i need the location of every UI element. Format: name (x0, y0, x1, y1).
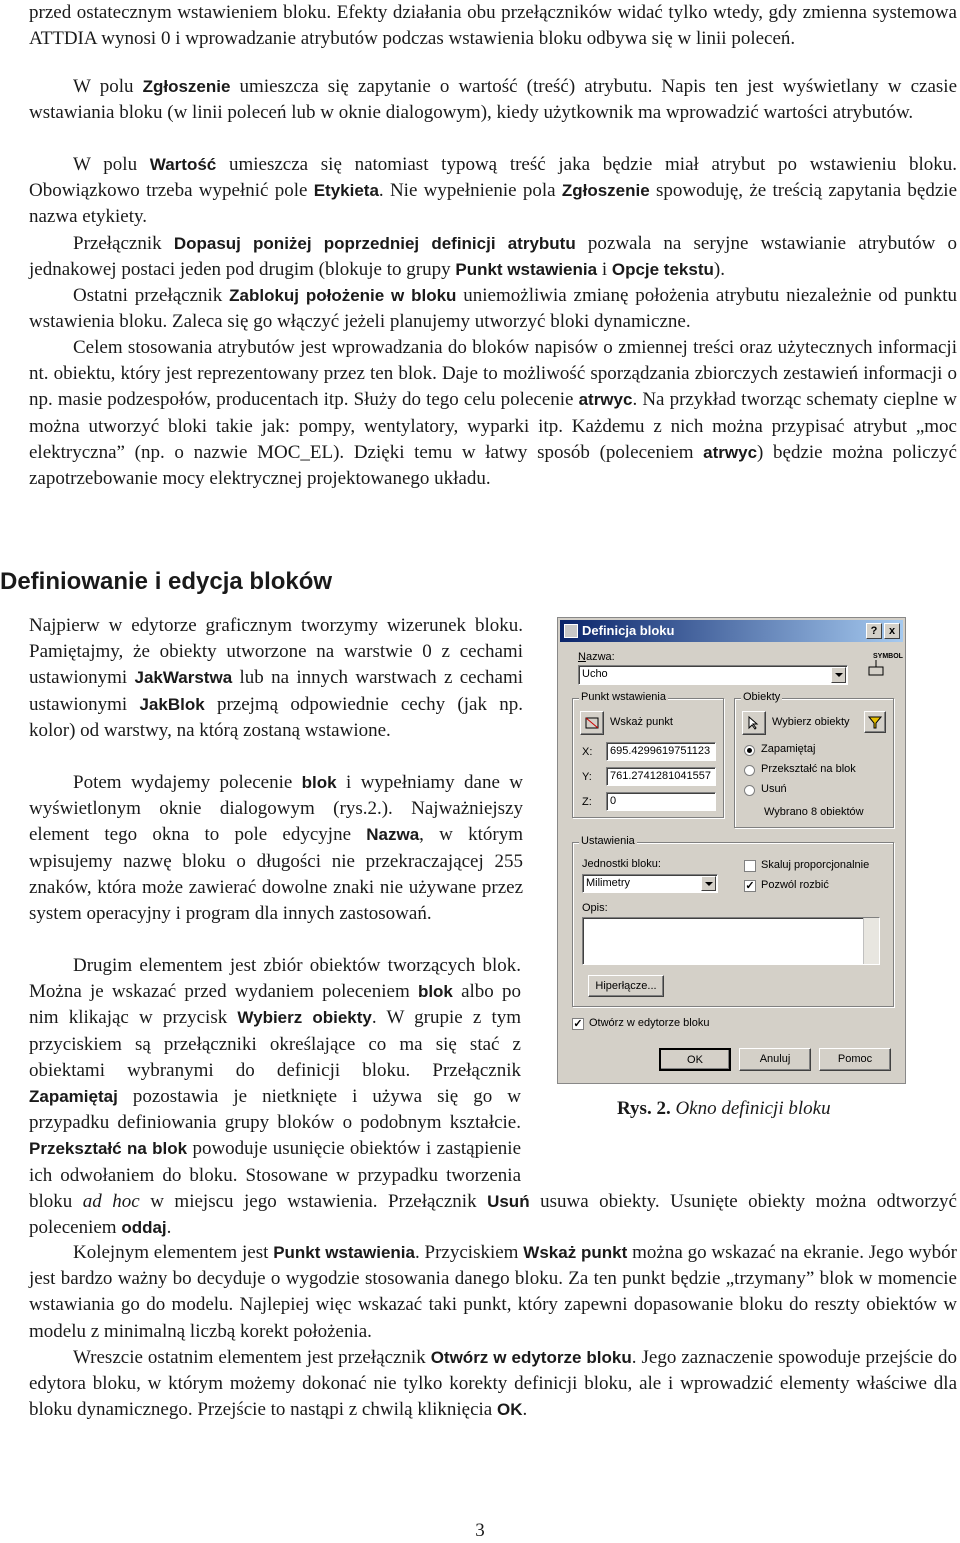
keyword: Punkt wstawienia (455, 260, 598, 280)
keyword: Zablokuj położenie w bloku (229, 286, 457, 305)
keyword: Punkt wstawienia (273, 1243, 415, 1262)
open-editor-label[interactable]: Otwórz w edytorze bloku (589, 1017, 710, 1029)
keyword: Dopasuj poniżej poprzedniej definicji atrybutu (173, 234, 576, 253)
keyword: Nazwa (366, 825, 420, 845)
section-heading: Definiowanie i edycja bloków (0, 568, 333, 595)
keyword: Wartość (149, 155, 217, 174)
paragraph: W polu Wartość umieszcza się natomiast typową treść jaka będzie miał atrybut po wstawieniu bloku. Obowiązkowo trzeba wypełnić pole Etykieta. Nie wypełnienie pola Zgłoszenie spowoduję, że treścią zapytania będzie nazwa etykiety. (29, 154, 958, 228)
page-number: 3 (475, 1520, 485, 1541)
filter-icon (868, 715, 882, 729)
keyword: blok (301, 773, 337, 792)
name-combobox[interactable] (578, 665, 848, 685)
delete-label[interactable]: Usuń (761, 783, 787, 795)
open-editor-checkbox[interactable]: ✓ (573, 1018, 583, 1030)
retain-radio[interactable] (744, 745, 755, 756)
symbol-preview-icon (849, 649, 903, 679)
dialog-titlebar (560, 620, 903, 642)
symbol-label: SYMBOL (873, 653, 903, 660)
caption-number: Rys. 2. (617, 1098, 671, 1119)
hyperlink-button[interactable]: Hiperłącze... (588, 975, 664, 997)
keyword: Opcje tekstu (611, 260, 714, 280)
convert-radio[interactable] (744, 765, 755, 776)
y-label: Y: (582, 771, 592, 783)
pick-point-icon (584, 715, 600, 731)
close-icon[interactable]: x (884, 623, 900, 639)
keyword: Zapamiętaj (29, 1087, 118, 1107)
paragraph: Wreszcie ostatnim elementem jest przełącznik Otwórz w edytorze bloku. Jego zaznaczenie spowoduje przejście do edytora bloku, w którym możemy dokonać nie tylko korekty definicji bloku, ale i wprowadzić elementy właściwe dla bloku dynamicznego. Przejście to nastąpi z chwilą kliknięcia OK. (29, 1347, 957, 1421)
italic-term: ad hoc (82, 1190, 140, 1212)
description-textarea[interactable] (582, 917, 880, 965)
paragraph: Kolejnym elementem jest Punkt wstawienia. Przyciskiem Wskaż punkt można go wskazać na ekranie. Jego wybór jest bardzo ważny bo decyduje o wygodzie stosowania danego bloku. Za ten punkt będzie „trzymany” blok w momencie wstawiania go do modelu. Najlepiej więc wskazać taki punkt, który zapewni dopasowanie bloku do reszty obiektów w modelu z minimalną liczbą korekt położenia. (29, 1242, 957, 1342)
keyword: oddaj (121, 1218, 167, 1238)
keyword: JakBlok (139, 694, 205, 714)
z-field[interactable]: 0 (606, 792, 716, 811)
keyword: Usuń (487, 1191, 530, 1211)
allow-explode-checkbox[interactable]: ✓ (745, 880, 755, 892)
select-objects-label[interactable]: Wybierz obiekty (772, 716, 850, 728)
keyword: Zgłoszenie (142, 77, 231, 96)
scale-uniform-checkbox[interactable] (744, 860, 756, 872)
keyword: OK (497, 1400, 523, 1420)
retain-label[interactable]: Zapamiętaj (761, 743, 816, 755)
paragraph: Celem stosowania atrybutów jest wprowadzania do bloków napisów o zmiennej treści oraz użytecznych informacji nt. obiektu, który jest reprezentowany przez ten blok. Daje to możliwość sporządzania zbiorczych zestawień informacji o np. masie podzespołów, producentach itp. Służy do tego celu polecenie atrwyc. Na przykład tworząc schematy cieplne w można utworzyć bloki takie jak: pompy, wentylatory, wyparki itp. Każdemu z nich można przypisać atrybut „moc elektryczna” (np. o nazwie MOC_EL). Dzięki temu w łatwy sposób (poleceniem atrwyc) będzie można policzyć zapotrzebowanie mocy elektrycznej projektowanego układu. (29, 337, 957, 490)
caption-text: Okno definicji bloku (675, 1098, 831, 1119)
text: przed ostatecznym wstawieniem bloku. Efekty działania obu przełączników widać tylko wtedy, gdy zmienna systemowa ATTDIA wynosi 0 i wprowadzanie atrybutów podczas wstawienia bloku odbywa się w linii poleceń. (29, 2, 957, 50)
keyword: atrwyc (703, 442, 758, 462)
units-select[interactable]: Milimetry (582, 874, 718, 893)
chevron-down-icon[interactable] (831, 667, 846, 683)
units-label: Jednostki bloku: (582, 858, 661, 870)
block-preview (849, 649, 903, 679)
scrollbar[interactable] (863, 918, 879, 964)
help-button[interactable]: Pomoc (819, 1048, 891, 1071)
keyword: Przekształć na blok (29, 1139, 188, 1159)
keyword: atrwyc (578, 390, 633, 410)
pick-point-label[interactable]: Wskaż punkt (610, 716, 673, 728)
ok-button[interactable]: OK (659, 1048, 731, 1071)
cancel-button[interactable]: Anuluj (739, 1048, 811, 1071)
help-icon[interactable]: ? (866, 623, 882, 639)
quick-select-button[interactable] (864, 711, 886, 733)
keyword: Otwórz w edytorze bloku (430, 1348, 632, 1367)
keyword: JakWarstwa (134, 668, 233, 688)
keyword: Etykieta (313, 181, 379, 201)
keyword: Wybierz obiekty (237, 1008, 372, 1028)
group-title: Ustawienia (581, 835, 635, 847)
name-label: Nazwa: (578, 651, 615, 663)
description-label: Opis: (582, 902, 608, 914)
pick-point-button[interactable] (580, 711, 604, 735)
selected-count: Wybrano 8 obiektów (764, 806, 864, 818)
paragraph: Ostatni przełącznik Zablokuj położenie w bloku uniemożliwia zmianę położenia atrybutu niezależnie od punktu wstawienia bloku. Zaleca się go włączyć jeżeli planujemy utworzyć bloki dynamiczne. (29, 285, 957, 333)
keyword: blok (417, 982, 453, 1002)
convert-label[interactable]: Przekształć na blok (761, 763, 856, 775)
keyword: Wskaż punkt (523, 1243, 628, 1262)
paragraph: W polu Zgłoszenie umieszcza się zapytanie o wartość (treść) atrybutu. Napis ten jest wyświetlany w czasie wstawiania bloku (w linii poleceń lub w oknie dialogowym), kiedy użytkownik ma wprowadzić wartości atrybutów. (29, 76, 958, 124)
allow-explode-label[interactable]: Pozwól rozbić (761, 879, 829, 891)
paragraph: Potem wydajemy polecenie blok i wypełniamy dane w wyświetlonym oknie dialogowym (rys.2.). Najważniejszy element tego okna to pole edycyjne Nazwa, w którym wpisujemy nazwę bloku o długości nie przekraczającej 255 znaków, która może zawierać dowolne znaki nie używane przez system operacyjny i program dla innych zastosowań. (29, 772, 523, 925)
figure-caption (617, 1098, 831, 1120)
select-objects-icon (746, 715, 762, 731)
chevron-down-icon[interactable] (701, 876, 716, 891)
paragraph: Przełącznik Dopasuj poniżej poprzedniej definicji atrybutu pozwala na seryjne wstawianie atrybutów o jednakowej postaci jeden pod drugim (blokuje to grupy Punkt wstawienia i Opcje tekstu). (29, 233, 957, 281)
group-title: Punkt wstawienia (581, 691, 666, 703)
select-objects-button[interactable] (742, 711, 766, 735)
paragraph (29, 0, 957, 52)
keyword: Zgłoszenie (561, 181, 650, 201)
group-title: Obiekty (743, 691, 781, 703)
paragraph: Drugim elementem jest zbiór obiektów tworzących blok. Można je wskazać przed wydaniem poleceniem blok albo po nim klikając w przycisk Wybierz obiekty. W grupie z tym przyciskiem są przełączniki określające co ma się stać z obiektami wybranymi do definicji bloku. Przełącznik Zapamiętaj pozostawia je nietknięte i używa się go w przypadku definiowania grupy bloków o podobnym kształcie. Przekształć na blok powoduje usunięcie obiektów i zastąpienie ich odwołaniem do bloku. Stosowane w przypadku tworzenia bloku ad hoc w miejscu jego wstawienia. Przełącznik Usuń usuwa obiekty. Usunięte obiekty można odtworzyć poleceniem oddaj. (29, 955, 957, 1239)
z-label: Z: (582, 796, 592, 808)
paragraph: Najpierw w edytorze graficznym tworzymy wizerunek bloku. Pamiętajmy, że obiekty utworzone na warstwie 0 z cechami ustawionymi JakWarstwa lub na innych warstwach z cechami ustawionymi JakBlok przejmą odpowiednie cechy (jak np. kolor) od warstwy, na którą zostaną wstawione. (29, 615, 524, 741)
name-value: Ucho (582, 668, 608, 680)
scale-uniform-label[interactable]: Skaluj proporcjonalnie (761, 859, 870, 871)
y-field[interactable]: 761.2741281041557 (606, 767, 716, 786)
block-definition-dialog (557, 617, 906, 1084)
x-label: X: (582, 746, 593, 758)
x-field[interactable]: 695.4299619751123 (606, 742, 716, 761)
delete-radio[interactable] (744, 785, 755, 796)
app-icon (564, 624, 578, 638)
dialog-title: Definicja bloku (582, 623, 675, 638)
